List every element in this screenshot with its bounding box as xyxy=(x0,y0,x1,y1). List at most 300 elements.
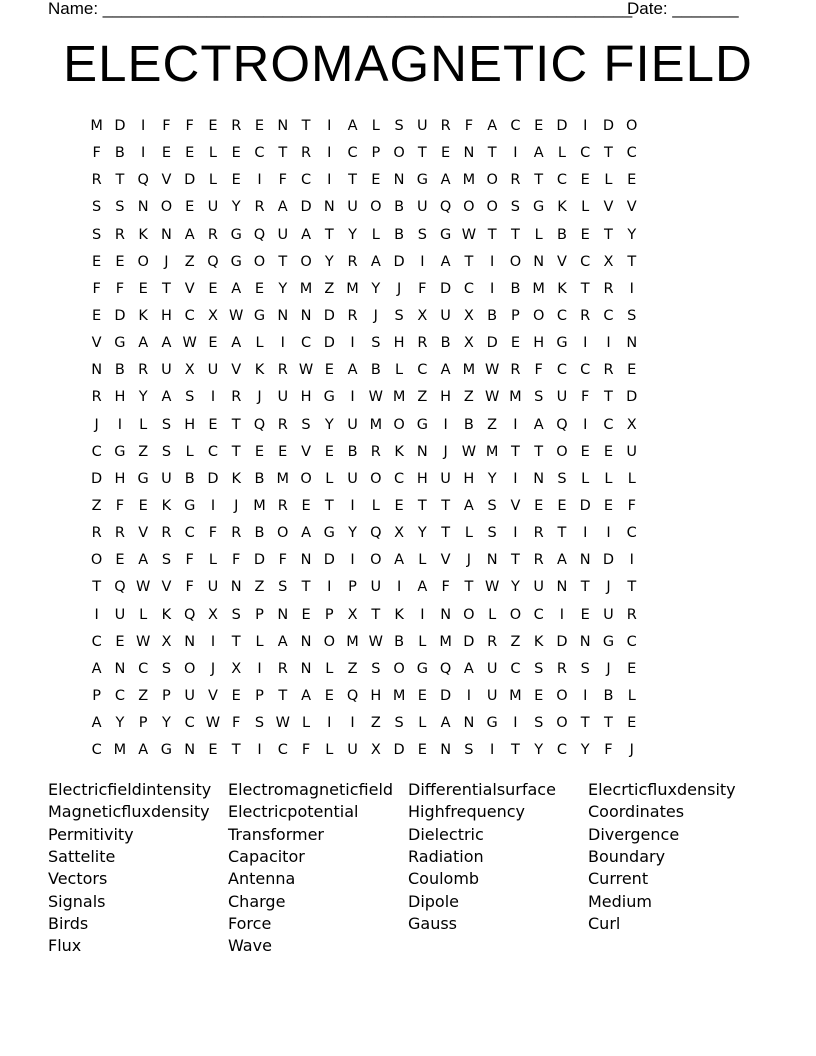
grid-letter: I xyxy=(141,118,146,134)
grid-letter: O xyxy=(463,606,475,623)
grid-letter: A xyxy=(487,118,498,134)
grid-letter: I xyxy=(350,552,355,569)
grid-letter: S xyxy=(534,389,544,406)
grid-letter: N xyxy=(463,145,475,162)
grid-letter: A xyxy=(301,687,311,704)
grid-letter: O xyxy=(393,416,405,433)
grid-letter: S xyxy=(487,497,497,514)
grid-letter: O xyxy=(300,253,312,270)
grid-letter: E xyxy=(301,606,311,623)
grid-letter: G xyxy=(486,715,498,732)
grid-letter: D xyxy=(602,118,615,134)
grid-letter: I xyxy=(210,389,216,406)
grid-letter: E xyxy=(138,280,148,297)
grid-letter: O xyxy=(509,606,522,623)
grid-letter: E xyxy=(534,497,544,514)
grid-letter: F xyxy=(185,579,194,596)
grid-letter: L xyxy=(604,172,613,189)
grid-letter: S xyxy=(464,742,474,759)
grid-row xyxy=(85,627,737,654)
grid-letter: R xyxy=(231,389,242,406)
grid-letter: M xyxy=(113,742,127,759)
grid-letter: B xyxy=(254,470,265,487)
grid-letter: E xyxy=(580,443,590,460)
grid-letter: D xyxy=(579,497,591,514)
grid-letter: Y xyxy=(510,579,520,596)
grid-letter: E xyxy=(115,552,125,569)
grid-letter: C xyxy=(556,362,567,379)
grid-letter: J xyxy=(257,389,262,406)
grid-letter: E xyxy=(231,172,241,189)
word-list-item: Force xyxy=(228,913,272,933)
grid-letter: E xyxy=(371,172,381,189)
grid-row xyxy=(85,491,737,518)
grid-letter: D xyxy=(602,552,615,569)
grid-letter: R xyxy=(114,226,125,243)
grid-letter: X xyxy=(463,335,474,352)
grid-letter: K xyxy=(138,307,148,324)
grid-letter: O xyxy=(556,715,568,732)
grid-letter: E xyxy=(208,742,218,759)
grid-letter: E xyxy=(208,416,218,433)
grid-letter: P xyxy=(255,687,264,704)
grid-letter: I xyxy=(583,416,588,433)
grid-letter: I xyxy=(629,552,634,569)
grid-letter: D xyxy=(323,307,335,324)
grid-letter: D xyxy=(114,118,126,134)
grid-letter: S xyxy=(627,307,637,324)
grid-letter: Q xyxy=(439,199,452,216)
grid-letter: O xyxy=(486,172,498,189)
grid-letter: P xyxy=(92,687,101,704)
grid-letter: U xyxy=(440,470,451,487)
grid-letter: G xyxy=(602,633,615,650)
grid-letter: M xyxy=(532,280,545,297)
grid-letter: T xyxy=(324,497,334,514)
word-list-item: Boundary xyxy=(588,846,666,866)
grid-letter: C xyxy=(184,715,195,732)
grid-letter: L xyxy=(139,606,148,623)
grid-letter: W xyxy=(368,389,383,406)
grid-letter: I xyxy=(141,145,146,162)
grid-letter: U xyxy=(486,660,498,677)
grid-letter: M xyxy=(509,687,522,704)
grid-letter: H xyxy=(463,470,475,487)
grid-letter: Y xyxy=(371,280,381,297)
grid-letter: O xyxy=(393,145,405,162)
grid-letter: T xyxy=(441,497,451,514)
grid-letter: W xyxy=(205,715,221,732)
grid-letter: N xyxy=(300,552,312,569)
grid-letter: F xyxy=(115,280,125,297)
grid-letter: K xyxy=(394,606,404,623)
grid-letter: A xyxy=(347,362,358,379)
grid-letter: Y xyxy=(278,280,288,297)
grid-letter: S xyxy=(92,226,102,243)
grid-letter: U xyxy=(370,579,382,596)
grid-letter: Y xyxy=(348,525,357,542)
grid-row xyxy=(85,382,737,409)
grid-letter: B xyxy=(394,633,405,650)
grid-letter: N xyxy=(533,470,545,487)
grid-letter: S xyxy=(92,199,102,216)
grid-letter: D xyxy=(440,280,452,297)
grid-row xyxy=(85,192,737,219)
grid-letter: D xyxy=(486,335,498,352)
word-list-item: Vectors xyxy=(48,869,108,889)
grid-letter: T xyxy=(162,280,171,297)
grid-letter: W xyxy=(275,715,290,732)
grid-letter: U xyxy=(161,362,172,379)
grid-letter: Y xyxy=(324,253,334,270)
grid-letter: F xyxy=(604,742,613,759)
grid-letter: O xyxy=(509,253,522,270)
grid-letter: C xyxy=(626,525,637,542)
grid-letter: K xyxy=(557,199,567,216)
grid-letter: C xyxy=(114,687,125,704)
grid-letter: F xyxy=(441,579,450,596)
grid-letter: R xyxy=(114,525,125,542)
grid-letter: V xyxy=(556,253,567,270)
grid-letter: A xyxy=(138,552,149,569)
date-field: Date: _______ xyxy=(627,0,739,18)
grid-letter: C xyxy=(254,145,265,162)
grid-letter: O xyxy=(370,552,382,569)
grid-letter: X xyxy=(626,416,637,433)
grid-letter: F xyxy=(627,497,636,514)
grid-letter: N xyxy=(277,307,289,324)
grid-letter: O xyxy=(626,118,638,134)
grid-letter: A xyxy=(91,715,102,732)
grid-letter: P xyxy=(371,145,381,162)
grid-letter: Y xyxy=(580,742,590,759)
grid-letter: N xyxy=(161,226,172,243)
grid-letter: A xyxy=(533,416,544,433)
grid-letter: D xyxy=(323,335,335,352)
grid-letter: F xyxy=(115,497,125,514)
grid-letter: Z xyxy=(254,579,265,596)
grid-letter: S xyxy=(371,335,381,352)
grid-letter: K xyxy=(161,606,172,623)
grid-letter: E xyxy=(580,606,590,623)
grid-letter: O xyxy=(90,552,103,569)
grid-letter: Q xyxy=(556,416,568,433)
grid-letter: N xyxy=(579,633,591,650)
grid-letter: B xyxy=(254,525,265,542)
grid-letter: O xyxy=(393,660,405,677)
grid-letter: Y xyxy=(627,226,637,243)
grid-row xyxy=(85,437,737,464)
grid-letter: A xyxy=(440,362,451,379)
grid-letter: S xyxy=(161,552,172,569)
grid-letter: U xyxy=(347,416,358,433)
grid-letter: O xyxy=(556,687,568,704)
grid-letter: E xyxy=(510,335,520,352)
grid-letter: N xyxy=(184,742,196,759)
grid-letter: N xyxy=(184,633,196,650)
grid-letter: R xyxy=(580,307,591,324)
grid-letter: U xyxy=(277,389,289,406)
grid-letter: V xyxy=(510,497,521,514)
grid-letter: C xyxy=(138,660,149,677)
grid-letter: F xyxy=(301,742,311,759)
grid-letter: D xyxy=(114,307,126,324)
grid-letter: E xyxy=(324,687,334,704)
grid-letter: I xyxy=(513,416,518,433)
grid-letter: X xyxy=(603,253,614,270)
grid-letter: M xyxy=(369,416,383,433)
grid-letter: T xyxy=(557,525,567,542)
grid-letter: W xyxy=(461,443,477,460)
word-list-item: Magneticfluxdensity xyxy=(48,802,210,822)
grid-letter: J xyxy=(606,660,611,677)
grid-letter: Q xyxy=(253,226,266,243)
grid-letter: M xyxy=(462,362,476,379)
grid-letter: K xyxy=(394,443,404,460)
grid-letter: E xyxy=(208,335,218,352)
grid-letter: L xyxy=(208,145,217,162)
grid-letter: N xyxy=(300,633,312,650)
grid-letter: W xyxy=(484,389,500,406)
grid-letter: H xyxy=(393,335,405,352)
grid-letter: B xyxy=(463,416,474,433)
grid-letter: E xyxy=(627,172,637,189)
grid-letter: F xyxy=(534,362,543,379)
grid-letter: Q xyxy=(346,687,359,704)
grid-letter: F xyxy=(92,145,101,162)
grid-letter: E xyxy=(301,497,311,514)
grid-letter: S xyxy=(185,389,195,406)
grid-letter: G xyxy=(114,335,126,352)
grid-letter: T xyxy=(510,226,520,243)
grid-letter: B xyxy=(556,226,567,243)
grid-letter: T xyxy=(534,443,544,460)
word-list-item: Sattelite xyxy=(48,846,116,866)
grid-letter: J xyxy=(373,307,378,324)
grid-letter: C xyxy=(184,307,195,324)
grid-letter: L xyxy=(534,226,543,243)
grid-letter: L xyxy=(208,172,217,189)
grid-letter: V xyxy=(208,687,218,704)
grid-letter: K xyxy=(161,497,172,514)
grid-letter: T xyxy=(301,118,311,134)
grid-letter: R xyxy=(91,172,102,189)
grid-letter: T xyxy=(371,606,381,623)
grid-letter: E xyxy=(161,145,172,162)
grid-letter: J xyxy=(443,443,448,460)
page-title: ELECTROMAGNETIC FIELD xyxy=(63,35,753,92)
grid-letter: C xyxy=(603,416,614,433)
grid-letter: G xyxy=(137,470,149,487)
grid-letter: R xyxy=(300,145,312,162)
grid-letter: E xyxy=(580,226,590,243)
grid-letter: E xyxy=(115,253,125,270)
grid-letter: I xyxy=(420,253,425,270)
grid-letter: T xyxy=(417,145,427,162)
grid-row xyxy=(85,220,737,247)
grid-letter: Y xyxy=(417,525,427,542)
grid-letter: A xyxy=(161,389,172,406)
grid-letter: N xyxy=(91,362,103,379)
grid-letter: F xyxy=(185,118,194,134)
grid-letter: Q xyxy=(207,253,219,270)
grid-letter: A xyxy=(440,253,451,270)
grid-letter: E xyxy=(324,362,334,379)
grid-letter: U xyxy=(417,199,428,216)
word-list-item: Electricfieldintensity xyxy=(48,780,212,799)
grid-letter: L xyxy=(395,362,404,379)
grid-letter: D xyxy=(207,470,219,487)
grid-letter: S xyxy=(394,307,404,324)
word-list-item: Elecrticfluxdensity xyxy=(588,780,736,799)
grid-row xyxy=(85,247,737,274)
grid-letter: F xyxy=(185,552,194,569)
grid-letter: Z xyxy=(487,416,498,433)
grid-letter: I xyxy=(350,715,355,732)
grid-letter: A xyxy=(463,660,474,677)
grid-letter: E xyxy=(603,497,614,514)
grid-letter: V xyxy=(161,579,172,596)
grid-letter: B xyxy=(394,226,405,243)
grid-letter: I xyxy=(606,335,611,352)
grid-letter: G xyxy=(439,226,452,243)
grid-letter: T xyxy=(627,253,637,270)
grid-letter: E xyxy=(92,253,102,270)
grid-letter: L xyxy=(371,118,380,134)
grid-letter: E xyxy=(254,280,265,297)
word-list-item: Curl xyxy=(588,913,621,933)
grid-letter: S xyxy=(371,660,381,677)
grid-letter: V xyxy=(603,199,614,216)
grid-letter: E xyxy=(417,742,427,759)
word-list-item: Highfrequency xyxy=(408,802,526,822)
grid-letter: T xyxy=(510,742,520,759)
grid-letter: L xyxy=(581,470,590,487)
grid-letter: U xyxy=(207,199,219,216)
grid-letter: P xyxy=(511,307,520,324)
word-list-item: Electricpotential xyxy=(228,802,359,822)
grid-letter: L xyxy=(488,606,497,623)
grid-letter: L xyxy=(581,199,590,216)
grid-letter: Y xyxy=(487,470,497,487)
grid-letter: T xyxy=(231,633,241,650)
grid-letter: M xyxy=(462,172,476,189)
grid-row xyxy=(85,355,737,382)
grid-letter: T xyxy=(278,253,288,270)
grid-letter: A xyxy=(556,552,567,569)
grid-letter: Y xyxy=(534,742,544,759)
grid-letter: N xyxy=(556,579,568,596)
grid-letter: U xyxy=(347,742,358,759)
grid-letter: C xyxy=(300,172,312,189)
grid-row xyxy=(85,735,737,762)
grid-letter: Z xyxy=(91,497,102,514)
grid-letter: K xyxy=(231,470,241,487)
grid-letter: N xyxy=(137,199,149,216)
grid-letter: D xyxy=(393,742,405,759)
grid-letter: C xyxy=(626,633,637,650)
grid-row xyxy=(85,301,737,328)
grid-letter: S xyxy=(278,579,288,596)
grid-letter: B xyxy=(114,362,125,379)
grid-letter: I xyxy=(327,172,332,189)
grid-letter: M xyxy=(276,470,290,487)
grid-letter: E xyxy=(557,497,567,514)
grid-letter: U xyxy=(207,579,219,596)
grid-letter: C xyxy=(277,742,288,759)
grid-letter: D xyxy=(463,633,475,650)
grid-letter: L xyxy=(325,660,334,677)
grid-letter: I xyxy=(117,416,123,433)
grid-letter: U xyxy=(533,579,544,596)
grid-letter: B xyxy=(440,335,451,352)
grid-letter: L xyxy=(418,633,427,650)
grid-letter: R xyxy=(277,660,288,677)
word-list-item: Radiation xyxy=(408,846,484,866)
grid-letter: I xyxy=(490,742,495,759)
grid-letter: S xyxy=(510,199,521,216)
grid-letter: E xyxy=(627,362,637,379)
grid-letter: A xyxy=(463,497,474,514)
grid-letter: N xyxy=(440,606,452,623)
grid-letter: F xyxy=(464,118,474,134)
grid-letter: S xyxy=(161,443,172,460)
grid-letter: I xyxy=(490,280,495,297)
grid-letter: O xyxy=(277,525,289,542)
grid-letter: T xyxy=(231,742,241,759)
grid-letter: A xyxy=(161,335,172,352)
grid-letter: T xyxy=(231,416,241,433)
grid-letter: W xyxy=(298,362,314,379)
grid-letter: R xyxy=(510,172,521,189)
grid-letter: O xyxy=(370,470,382,487)
grid-letter: B xyxy=(603,687,614,704)
grid-letter: Z xyxy=(347,660,358,677)
grid-letter: O xyxy=(183,660,196,677)
grid-letter: T xyxy=(627,579,637,596)
grid-letter: N xyxy=(323,199,335,216)
grid-letter: D xyxy=(556,118,568,134)
grid-letter: A xyxy=(394,552,405,569)
grid-letter: N xyxy=(230,579,242,596)
grid-letter: R xyxy=(231,525,242,542)
grid-letter: C xyxy=(417,362,428,379)
grid-letter: A xyxy=(533,145,544,162)
grid-letter: M xyxy=(392,389,406,406)
grid-letter: I xyxy=(396,579,402,596)
grid-letter: I xyxy=(327,579,332,596)
grid-letter: E xyxy=(138,497,148,514)
grid-letter: G xyxy=(533,199,545,216)
grid-letter: X xyxy=(370,742,381,759)
grid-letter: T xyxy=(348,172,357,189)
grid-letter: U xyxy=(556,389,568,406)
grid-letter: U xyxy=(603,606,614,623)
grid-letter: N xyxy=(463,715,475,732)
grid-letter: E xyxy=(231,145,241,162)
grid-letter: P xyxy=(324,606,334,623)
grid-letter: R xyxy=(533,552,544,569)
grid-letter: C xyxy=(394,470,405,487)
grid-letter: A xyxy=(301,226,311,243)
grid-letter: U xyxy=(626,443,638,460)
grid-letter: M xyxy=(346,633,359,650)
grid-letter: S xyxy=(161,660,172,677)
grid-letter: U xyxy=(486,687,498,704)
word-list-item: Permitivity xyxy=(48,824,134,844)
grid-letter: I xyxy=(210,633,216,650)
grid-letter: I xyxy=(583,335,588,352)
